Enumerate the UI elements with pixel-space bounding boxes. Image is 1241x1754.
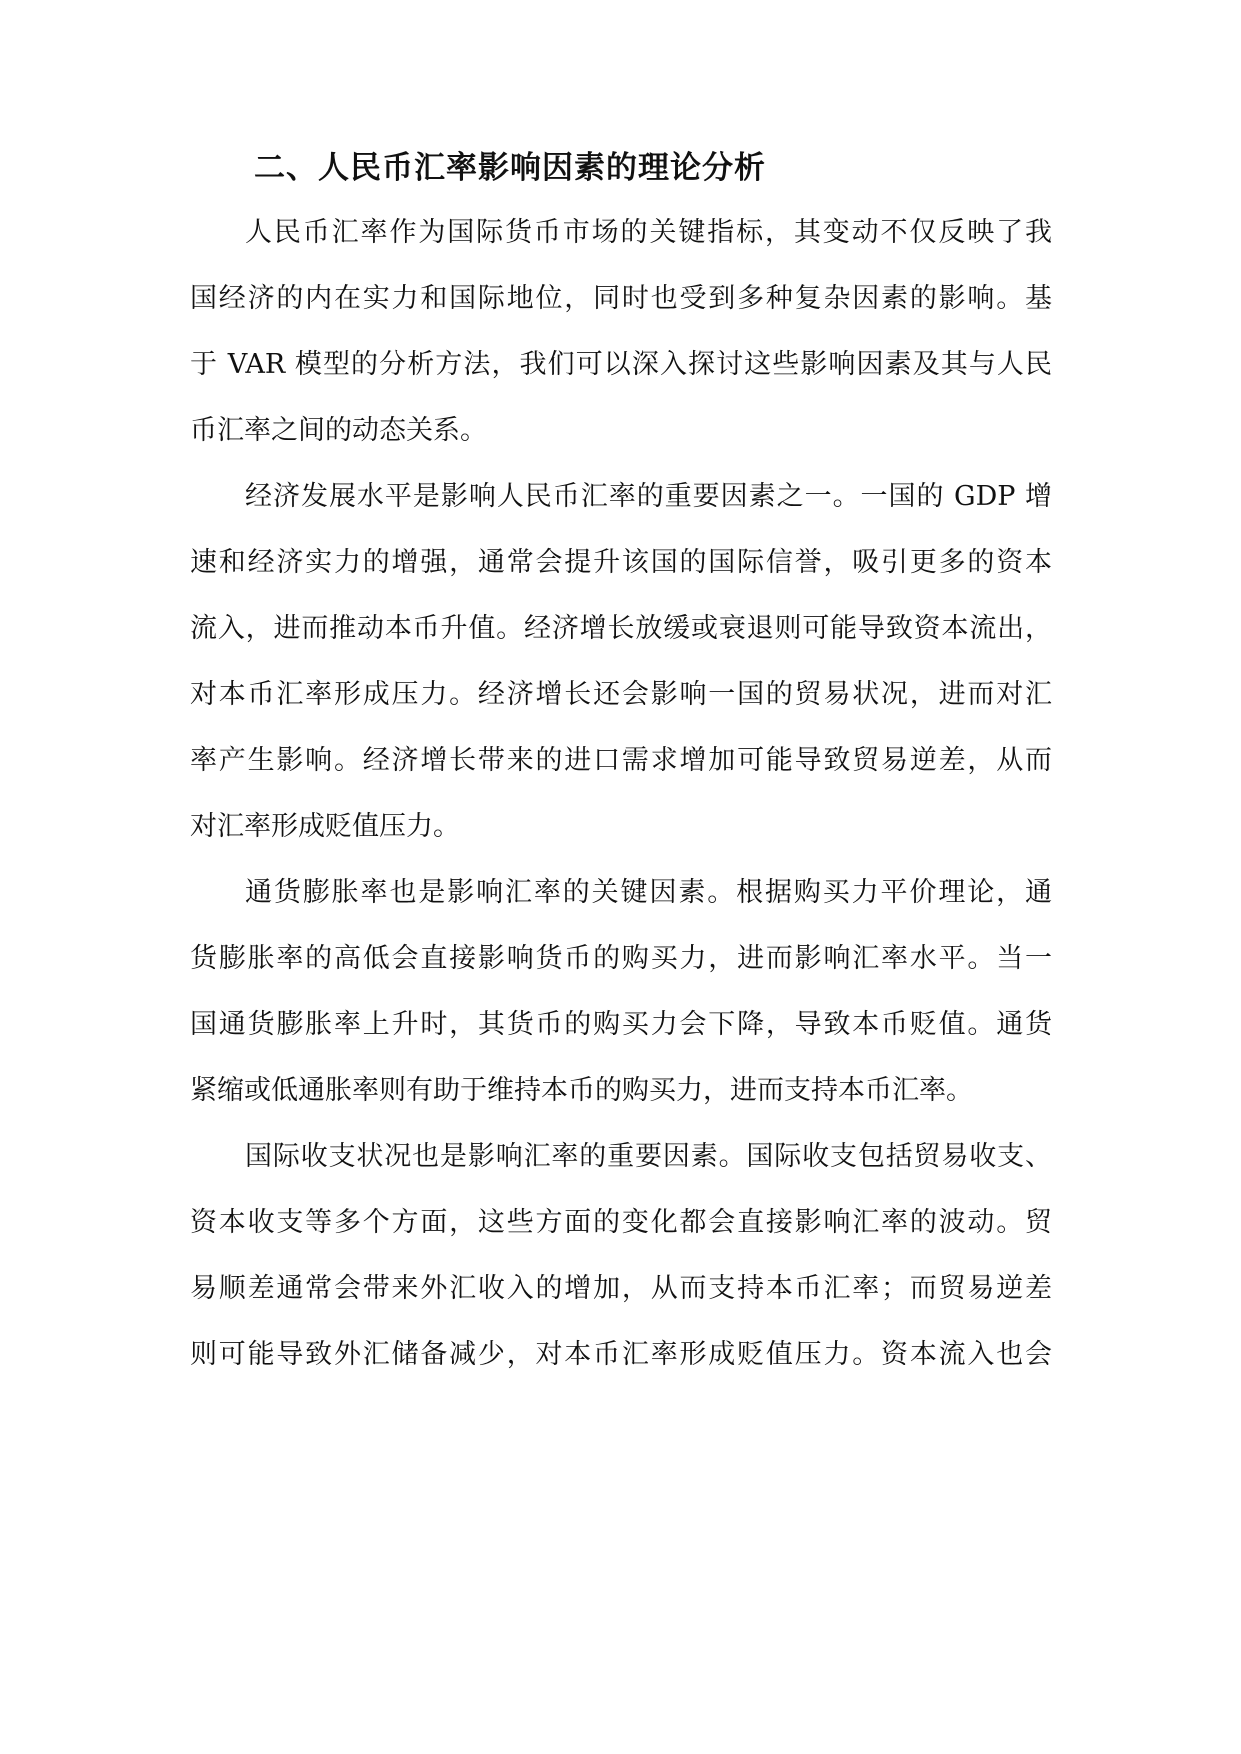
paragraph-2-line-6: 对汇率形成贬值压力。 (190, 811, 460, 842)
paragraph-2-line-2: 速和经济实力的增强，通常会提升该国的国际信誉，吸引更多的资本 (190, 547, 1052, 578)
paragraph-3-line-3: 国通货膨胀率上升时，其货币的购买力会下降，导致本币贬值。通货 (190, 1009, 1052, 1040)
paragraph-2-line-5: 率产生影响。经济增长带来的进口需求增加可能导致贸易逆差，从而 (190, 745, 1052, 776)
paragraph-3-line-4: 紧缩或低通胀率则有助于维持本币的购买力，进而支持本币汇率。 (190, 1075, 973, 1106)
paragraph-4-line-1: 国际收支状况也是影响汇率的重要因素。国际收支包括贸易收支、 (245, 1141, 1052, 1172)
paragraph-1-line-4: 币汇率之间的动态关系。 (190, 415, 487, 446)
paragraph-4-line-3: 易顺差通常会带来外汇收入的增加，从而支持本币汇率；而贸易逆差 (190, 1273, 1052, 1304)
paragraph-3-line-2: 货膨胀率的高低会直接影响货币的购买力，进而影响汇率水平。当一 (190, 943, 1052, 974)
paragraph-1-line-1: 人民币汇率作为国际货币市场的关键指标，其变动不仅反映了我 (245, 217, 1052, 248)
paragraph-3-line-1: 通货膨胀率也是影响汇率的关键因素。根据购买力平价理论，通 (245, 877, 1052, 908)
section-heading: 二、人民币汇率影响因素的理论分析 (254, 150, 766, 186)
paragraph-4-line-2: 资本收支等多个方面，这些方面的变化都会直接影响汇率的波动。贸 (190, 1207, 1052, 1238)
paragraph-2-line-3: 流入，进而推动本币升值。经济增长放缓或衰退则可能导致资本流出， (190, 613, 1052, 644)
paragraph-1-line-2: 国经济的内在实力和国际地位，同时也受到多种复杂因素的影响。基 (190, 283, 1052, 314)
paragraph-1-line-3: 于 VAR 模型的分析方法，我们可以深入探讨这些影响因素及其与人民 (190, 349, 1052, 380)
paragraph-2-line-4: 对本币汇率形成压力。经济增长还会影响一国的贸易状况，进而对汇 (190, 679, 1052, 710)
paragraph-4-line-4: 则可能导致外汇储备减少，对本币汇率形成贬值压力。资本流入也会 (190, 1339, 1052, 1370)
paragraph-2-line-1: 经济发展水平是影响人民币汇率的重要因素之一。一国的 GDP 增 (245, 481, 1052, 512)
